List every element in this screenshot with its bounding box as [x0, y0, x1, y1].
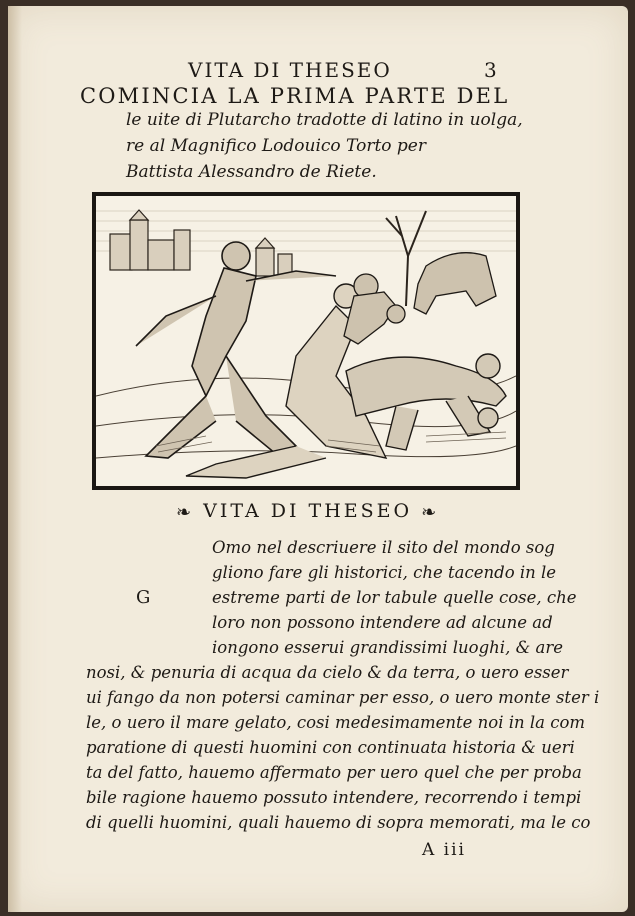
- body-line: estreme parti de lor tabule quelle cose, che: [212, 588, 577, 607]
- body-line: di quelli huomini, quali hauemo di sopra memorati, ma le co: [86, 813, 591, 832]
- body-line: ta del fatto, hauemo affermato per uero quel che per proba: [86, 763, 582, 782]
- section-heading: [176, 500, 439, 522]
- body-line: loro non possono intendere ad alcune ad: [212, 613, 553, 632]
- body-line: nosi, & penuria di acqua da cielo & da terra, o uero esser: [86, 663, 569, 682]
- body-line: paratione di questi huomini con continuata historia & ueri: [86, 738, 575, 757]
- fleuron-right-icon: ❧: [421, 502, 440, 523]
- fleuron-left-icon: ❧: [176, 502, 195, 523]
- page-gutter: [8, 6, 22, 912]
- title-line-3: re al Magnifico Lodouico Torto per: [126, 136, 426, 156]
- title-line-4: Battista Alessandro de Riete.: [126, 162, 377, 182]
- book-page: [8, 6, 628, 912]
- woodcut-illustration-icon: [96, 196, 516, 486]
- body-line: le, o uero il mare gelato, cosi medesimamente noi in la com: [86, 713, 586, 732]
- drop-cap: G: [136, 587, 151, 608]
- title-line-1: COMINCIA LA PRIMA PARTE DEL: [80, 84, 510, 108]
- running-title: VITA DI THESEO: [188, 58, 392, 82]
- woodcut-illustration: [92, 192, 520, 490]
- body-line: gliono fare gli historici, che tacendo in le: [212, 563, 557, 582]
- signature-mark: A iii: [422, 840, 466, 860]
- body-line: Omo nel descriuere il sito del mondo sog: [212, 538, 555, 557]
- page-number: 3: [484, 58, 497, 82]
- section-heading-label: VITA DI THESEO: [203, 500, 413, 522]
- body-line: iongono esserui grandissimi luoghi, & are: [212, 638, 563, 657]
- body-line: bile ragione hauemo possuto intendere, recorrendo i tempi: [86, 788, 582, 807]
- title-line-2: le uite di Plutarcho tradotte di latino in uolga,: [126, 110, 523, 130]
- body-line: ui fango da non potersi caminar per esso, o uero monte ster i: [86, 688, 600, 707]
